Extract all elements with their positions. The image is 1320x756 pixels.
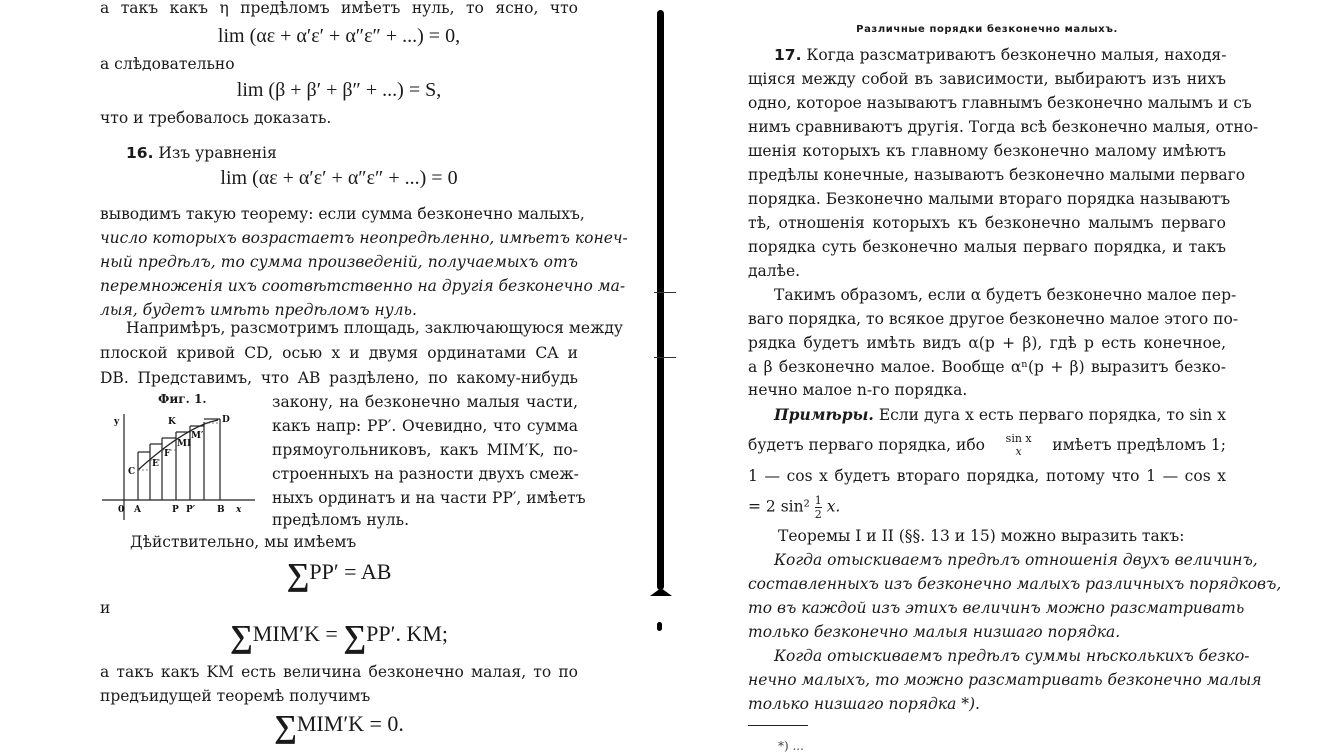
examples-line: 1 — cos x будетъ втораго порядка, потому что 1 — cos x (748, 467, 1226, 485)
example-line: DB. Представимъ, что AB раздѣлено, по какому-нибудь (100, 369, 578, 387)
formula-sum-zero: ∑MIM′K = 0. (274, 708, 404, 744)
formula-lim-beta: lim (β + β′ + β″ + ...) = S, (236, 79, 442, 101)
svg-text:B: B (217, 505, 225, 515)
section-line: одно, которое называютъ главнымъ безконечно малымъ и съ (748, 94, 1252, 112)
section-line: шенія которыхъ къ главному безконечно малому имѣютъ (748, 142, 1226, 160)
theorems-intro: Теоремы I и II (§§. 13 и 15) можно выразить такъ: (778, 527, 1185, 545)
running-heading: Различные порядки безконечно малыхъ. (856, 24, 1118, 35)
figure-1 (100, 392, 260, 522)
para-line: а β безконечно малое. Вообще αⁿ(p + β) выразитъ безко- (748, 358, 1226, 376)
section-line: порядка суть безконечно малыя перваго порядка, и такъ (748, 238, 1226, 256)
text-line: а такъ какъ η предѣломъ имѣетъ нуль, то ясно, что (100, 0, 578, 17)
figure-title: Фиг. 1. (158, 392, 207, 406)
proof-line: предъидущей теоремѣ получимъ (100, 687, 371, 705)
text-line: а слѣдовательно (100, 55, 235, 73)
section-intro-text: Изъ уравненія (158, 144, 277, 162)
example-line: ныхъ ординатъ и на части PP′, имѣетъ (272, 489, 586, 507)
svg-text:D: D (222, 415, 230, 425)
section-number: 17. (774, 46, 802, 64)
example-line: какъ напр: PP′. Очевидно, что сумма (272, 417, 578, 435)
fraction-one-half: $\frac{1}{2}$ (814, 494, 822, 521)
theorem-line: нечно малыхъ, то можно разсматривать безконечно малыя (748, 671, 1262, 689)
proof-intro: Дѣйствительно, мы имѣемъ (130, 533, 357, 551)
examples-line: = 2 sin² $\frac{1}{2}$ x. (748, 494, 841, 521)
theorem-line: Когда отыскиваемъ предѣлъ отношенія двухъ величинъ, (774, 551, 1258, 569)
example-line: прямоугольниковъ, какъ MIM′K, по- (272, 441, 578, 459)
spine-tick (654, 292, 676, 293)
theorem-line: перемноженія ихъ соотвѣтственно на другія безконечно ма- (100, 277, 626, 295)
figure-diagram (100, 392, 260, 522)
example-line: плоской кривой CD, осью x и двумя ординатами CA и (100, 344, 578, 362)
section-line: нимъ сравниваютъ другія. Тогда всѣ безконечно малыя, отно- (748, 118, 1259, 136)
svg-text:P: P (172, 505, 179, 515)
footnote-rule (748, 725, 808, 726)
book-spine-line (657, 10, 664, 590)
theorem-line: число которыхъ возрастаетъ неопредѣленно, имѣетъ конеч- (100, 229, 628, 247)
example-line: предѣломъ нуль. (272, 511, 410, 529)
theorem-line: ный предѣлъ, то сумма произведеній, получаемыхъ отъ (100, 253, 578, 271)
theorem-line: Когда отыскиваемъ предѣлъ суммы нѣсколькихъ безко- (774, 647, 1250, 665)
theorem-line: то въ каждой изъ этихъ величинъ можно разсматривать (748, 599, 1245, 617)
example-line: строенныхъ на разности двухъ смеж- (272, 465, 579, 483)
svg-text:x: x (236, 505, 242, 515)
formula-16: lim (αε + α′ε′ + α″ε″ + ...) = 0 (220, 167, 458, 189)
svg-text:A: A (134, 505, 141, 515)
example-line: Напримѣръ, разсмотримъ площадь, заключающуюся между (126, 319, 624, 337)
fraction-sinx-over-x: sin x x (1005, 432, 1032, 458)
svg-text:E: E (152, 459, 159, 469)
section-line: предѣлы конечные, называютъ безконечно малыми перваго (748, 166, 1246, 184)
section-number: 16. (126, 144, 154, 162)
sigma-symbol: ∑ (229, 618, 253, 654)
svg-text:P′: P′ (186, 505, 196, 515)
section-line: тѣ, отношенія которыхъ къ безконечно малымъ перваго (748, 214, 1226, 232)
svg-text:C: C (128, 467, 136, 477)
para-line: Такимъ образомъ, если α будетъ безконечно малое пер- (774, 286, 1237, 304)
svg-text:F: F (164, 449, 171, 459)
formula-sum-pp: ∑PP′ = AB (286, 556, 392, 592)
proof-line: а такъ какъ KM есть величина безконечно малая, то по (100, 663, 578, 681)
svg-text:K: K (168, 417, 176, 427)
theorem-line: выводимъ такую теорему: если сумма безконечно малыхъ, (100, 205, 585, 223)
svg-text:M′: M′ (191, 431, 204, 441)
examples-line: будетъ перваго порядка, ибо sin x x имѣетъ предѣломъ 1; (748, 432, 1226, 458)
sigma-symbol: ∑ (286, 556, 310, 592)
conjunction: и (100, 599, 111, 617)
theorem-line: только безконечно малыя низшаго порядка. (748, 623, 1121, 641)
sigma-symbol: ∑ (343, 618, 367, 654)
theorem-line: лыя, будетъ имѣть предѣломъ нуль. (100, 301, 417, 319)
footnote-partial: *) ... (778, 739, 804, 753)
svg-text:MI: MI (177, 439, 192, 449)
section-16-intro (126, 143, 277, 163)
para-line: нечно малое n-го порядка. (748, 381, 968, 399)
formula-sum-mimk: ∑MIM′K = ∑PP′. KM; (229, 618, 449, 654)
svg-text:y: y (114, 417, 120, 427)
spine-dot (657, 622, 662, 631)
formula-lim-alpha-eps: lim (αε + α′ε′ + α″ε″ + ...) = 0, (217, 25, 461, 47)
spine-tick (654, 357, 676, 358)
examples-label: Примѣры. (774, 405, 874, 424)
svg-text:0: 0 (118, 505, 125, 515)
para-line: рядка будетъ имѣть видъ α(p + β), гдѣ p есть конечное, (748, 334, 1226, 352)
spine-foot (650, 588, 672, 596)
theorem-line: составленныхъ изъ безконечно малыхъ различныхъ порядковъ, (748, 575, 1282, 593)
section-17-first-line: 17. Когда разсматриваютъ безконечно малыя, находя- (774, 46, 1227, 64)
example-line: закону, на безконечно малыя части, (272, 393, 578, 411)
text-line: что и требовалось доказать. (100, 109, 332, 127)
section-line: порядка. Безконечно малыми втораго порядка называютъ (748, 190, 1231, 208)
section-line: далѣе. (748, 262, 801, 280)
section-line: щіяся между собой въ зависимости, выбираютъ изъ нихъ (748, 70, 1226, 88)
para-line: ваго порядка, то всякое другое безконечно малое этого по- (748, 310, 1239, 328)
theorem-line: только низшаго порядка *). (748, 695, 980, 713)
examples-line: Примѣры. Если дуга x есть перваго порядка, то sin x (774, 405, 1226, 424)
sigma-symbol: ∑ (274, 708, 297, 744)
